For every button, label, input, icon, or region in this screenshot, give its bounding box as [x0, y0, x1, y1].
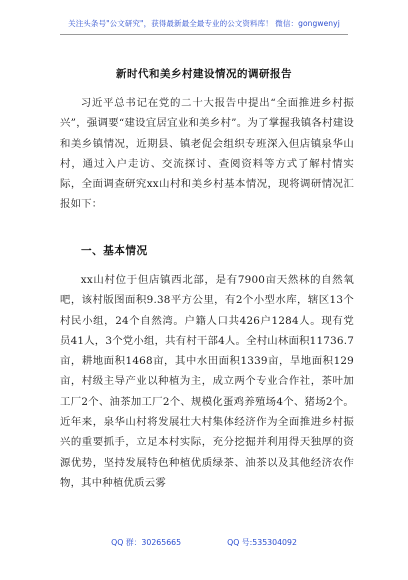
header-divider — [60, 34, 348, 35]
header-note: 关注头条号"公文研究"，获得最新最全最专业的公文资料库！ 微信：gongwenyj — [68, 19, 340, 28]
intro-paragraph: 习近平总书记在党的二十大报告中提出“全面推进乡村振兴”，强调要“建设宜居宜业和美乡村”。为了掌握我镇各村建设和美乡镇情况，近期县、镇老促会组织专班深入但店镇泉华山村，通过入户走访、交流探讨、查阅资料等方式了解村情实际，全面调查研究xx山村和美乡村基本情况，现将调研情况汇报如下： — [60, 97, 354, 211]
basic-info-paragraph: xx山村位于但店镇西北部，是有7900亩天然林的自然氧吧，该村版图面积9.38平方公里，有2个小型水库，辖区13个村民小组，24个自然湾。户籍人口共426户1284人。现有党员41人，3个党小组，共有村干部4人。全村山林面积11736.7亩，耕地面积1468亩，其中水田面积1339亩，旱地面积129亩，村级主导产业以种植为主，成立两个专业合作社，茶叶加工厂2个、油茶加工厂2个、规模化蛋鸡养殖场4个、猪场2个。近年来，泉华山村将发展壮大村集体经济作为全面推进乡村振兴的重要抓手，立足本村实际，充分挖掘并利用得天独厚的资源优势，坚持发展特色种植优质绿茶、油茶以及其他经济农作物，其中种植优质云雾 — [60, 274, 355, 489]
footer-qq-group: QQ 群：30265665 — [111, 538, 182, 547]
section-heading-basic-info: 一、基本情况 — [81, 245, 148, 257]
document-title: 新时代和美乡村建设情况的调研报告 — [116, 68, 292, 80]
footer-qq-number: QQ 号:535304092 — [227, 538, 297, 547]
footer — [0, 537, 408, 548]
